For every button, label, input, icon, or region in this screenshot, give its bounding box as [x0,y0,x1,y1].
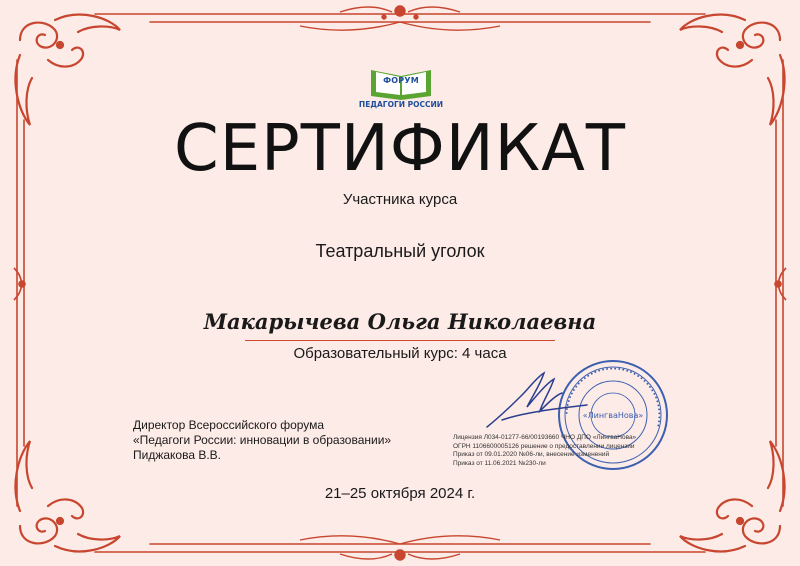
logo-top-text: ФОРУМ [383,76,419,85]
stamp-center-text: «ЛингваНова» [582,411,644,420]
director-title: Директор Всероссийского форума [133,418,325,432]
license-info [453,434,636,468]
director-name: Пиджакова В.В. [133,448,222,462]
logo-bottom-text: ПЕДАГОГИ РОССИИ [358,100,444,109]
side-ornaments [14,268,786,300]
course-hours: Образовательный курс: 4 часа [293,345,507,362]
director-block [133,418,391,463]
forum-logo [356,62,446,112]
certificate-title: СЕРТИФИКАТ [174,112,626,186]
license-line: ОГРН 1106600005126 решение о предоставлении лицензии [453,442,635,450]
participant-name: Макарычева Ольга Николаевна [203,309,597,334]
course-name: Театральный уголок [315,241,485,261]
license-line: Приказ от 09.01.2020 №06-ли, внесение изменений [453,451,610,458]
name-underline [245,340,555,341]
signature [482,365,592,435]
bottom-center-ornament [300,536,500,560]
license-line: Лицензия Л034-01277-66/00193660 ЧНО ДПО «ЛингваНова» [453,434,637,441]
director-organization: «Педагоги России: инновации в образовании» [133,433,392,447]
certificate-subtitle: Участника курса [342,191,458,208]
course-dates: 21–25 октября 2024 г. [324,485,476,502]
svg-text:••••••••••••••••••••••••••••••: ••••••••••••••••••••••••••••••••••••••• [562,364,664,429]
license-line: Приказ от 11.06.2021 №230-ли [453,459,546,467]
top-center-ornament [300,6,500,30]
